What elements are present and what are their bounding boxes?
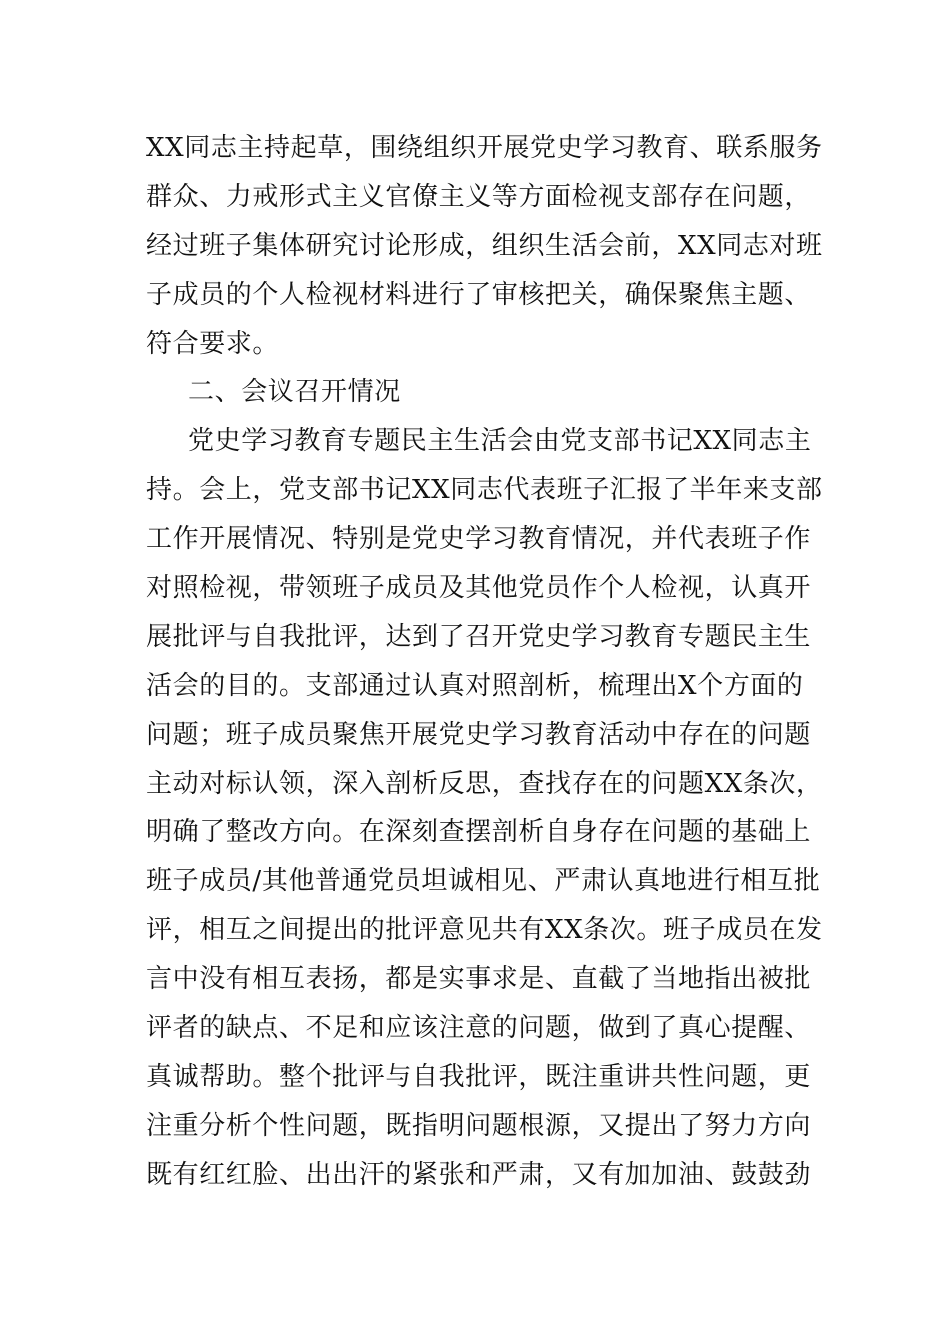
paragraph-line: 对照检视，带领班子成员及其他党员作个人检视，认真开	[146, 573, 812, 604]
paragraph-line: 群众、力戒形式主义官僚主义等方面检视支部存在问题，	[146, 181, 812, 212]
paragraph-line: 注重分析个性问题，既指明问题根源，又提出了努力方向	[146, 1110, 812, 1141]
paragraph-line: 持。会上，党支部书记XX同志代表班子汇报了半年来支部	[146, 475, 823, 506]
paragraph-line: 真诚帮助。整个批评与自我批评，既注重讲共性问题，更	[146, 1061, 812, 1092]
paragraph-line: 经过班子集体研究讨论形成，组织生活会前，XX同志对班	[146, 230, 823, 261]
paragraph-line: 活会的目的。支部通过认真对照剖析，梳理出X个方面的	[146, 670, 804, 701]
paragraph-line: 工作开展情况、特别是党史学习教育情况，并代表班子作	[146, 524, 812, 555]
paragraph-line: XX同志主持起草，围绕组织开展党史学习教育、联系服务	[146, 133, 823, 163]
paragraph-line: 既有红红脸、出出汗的紧张和严肃，又有加加油、鼓鼓劲	[146, 1159, 812, 1190]
paragraph-line: 主动对标认领，深入剖析反思，查找存在的问题XX条次，	[146, 768, 823, 799]
paragraph-line: 展批评与自我批评，达到了召开党史学习教育专题民主生	[146, 621, 812, 652]
document-body	[146, 124, 826, 1200]
paragraph-line: 子成员的个人检视材料进行了审核把关，确保聚焦主题、	[146, 279, 812, 310]
paragraph-line: 班子成员/其他普通党员坦诚相见、严肃认真地进行相互批	[146, 866, 821, 897]
paragraph-line: 明确了整改方向。在深刻查摆剖析自身存在问题的基础上	[146, 817, 812, 848]
paragraph-line: 符合要求。	[146, 328, 280, 359]
paragraph-line: 党史学习教育专题民主生活会由党支部书记XX同志主	[188, 426, 812, 457]
paragraph-line: 问题；班子成员聚焦开展党史学习教育活动中存在的问题	[146, 719, 812, 750]
paragraph-line: 言中没有相互表扬，都是实事求是、直截了当地指出被批	[146, 964, 812, 995]
paragraph-line: 评者的缺点、不足和应该注意的问题，做到了真心提醒、	[146, 1013, 812, 1044]
paragraph-line: 评，相互之间提出的批评意见共有XX条次。班子成员在发	[146, 915, 823, 946]
section-heading: 二、会议召开情况	[188, 377, 401, 408]
